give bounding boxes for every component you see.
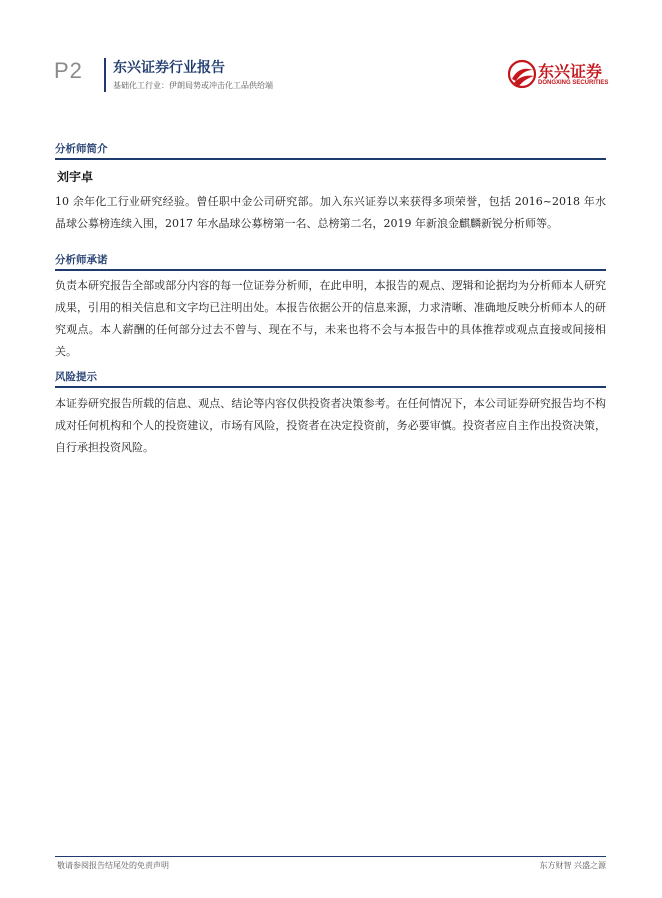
- analyst-intro-body: 10 余年化工行业研究经验。曾任职中金公司研究部。加入东兴证券以来获得多项荣誉，包括 2016~2018 年水晶球公募榜连续入围，2017 年水晶球公募榜第一名、总榜第二名，2019 年新浪金麒麟新锐分析师等。: [55, 195, 606, 230]
- header-divider: [104, 58, 106, 92]
- section-title-analyst-commitment: 分析师承诺: [55, 251, 606, 271]
- analyst-commitment-body: 负责本研究报告全部或部分内容的每一位证券分析师，在此申明，本报告的观点、逻辑和论据均为分析师本人研究成果，引用的相关信息和文字均已注明出处。本报告依据公开的信息来源，力求清晰、准确地反映分析师本人的研究观点。本人薪酬的任何部分过去不曾与、现在不与，未来也将不会与本报告中的具体推荐或观点直接或间接相关。: [55, 279, 606, 358]
- company-logo: [508, 57, 618, 91]
- risk-warning-body: 本证券研究报告所载的信息、观点、结论等内容仅供投资者决策参考。在任何情况下，本公司证券研究报告均不构成对任何机构和个人的投资建议，市场有风险，投资者在决定投资前，务必要审慎。投资者应自主作出投资决策，自行承担投资风险。: [55, 397, 606, 454]
- analyst-intro-body-block: [55, 191, 606, 235]
- logo-name-cn: 东兴证券: [538, 62, 603, 81]
- analyst-intro-section: [55, 140, 606, 160]
- report-subtitle: 基础化工行业：伊朗局势或冲击化工品供给端: [113, 81, 273, 90]
- analyst-name: 刘宇卓: [57, 170, 94, 184]
- page-header: [0, 0, 662, 100]
- section-title-analyst-intro: 分析师简介: [55, 140, 606, 160]
- report-type-title: 东兴证券行业报告: [113, 60, 225, 76]
- analyst-commitment-section: [55, 251, 606, 271]
- logo-name-en: DONGXING SECURITIES: [538, 80, 609, 86]
- risk-warning-body-block: [55, 393, 606, 459]
- footer-disclaimer-note: 敬请参阅报告结尾处的免责声明: [57, 861, 169, 870]
- footer-divider: [55, 856, 606, 857]
- analyst-commitment-body-block: [55, 275, 606, 363]
- risk-warning-section: [55, 368, 606, 388]
- section-title-risk-warning: 风险提示: [55, 368, 606, 388]
- page-number: P2: [54, 58, 83, 83]
- footer-slogan: 东方财智 兴盛之源: [539, 861, 606, 870]
- company-logo-icon: [508, 59, 536, 89]
